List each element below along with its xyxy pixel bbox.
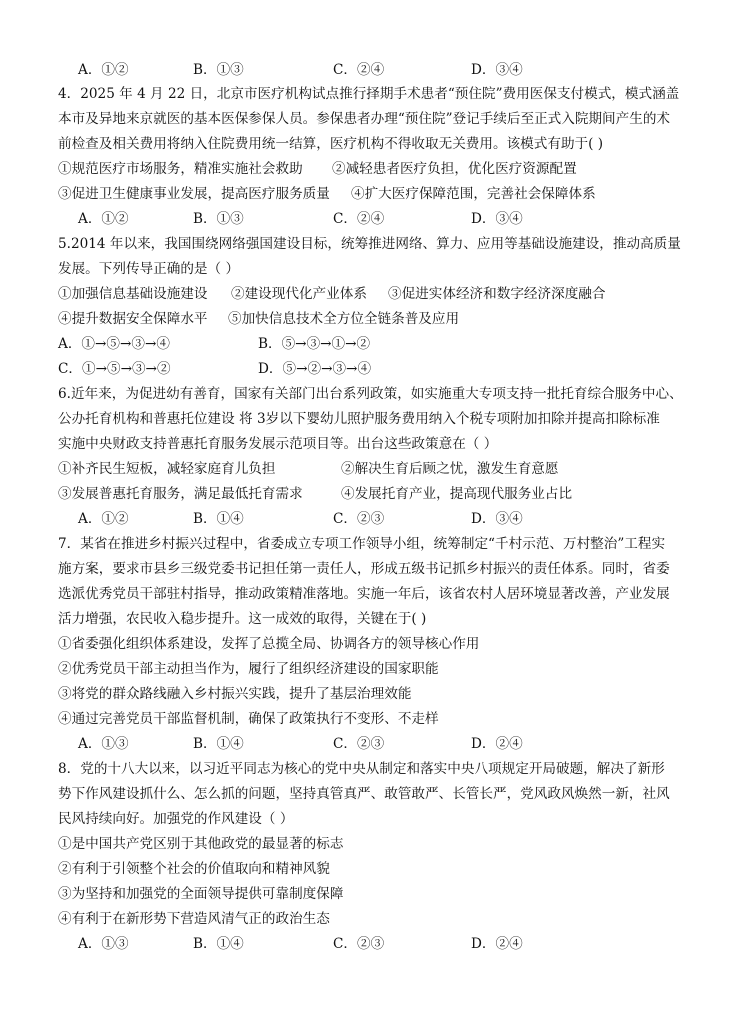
q5-statement-row (58, 284, 688, 304)
option-b[interactable]: B．①④ (193, 511, 244, 527)
statement-3: ③为坚持和加强党的全面领导提供可靠制度保障 (58, 886, 344, 902)
statement-4: ④有利于在新形势下营造风清气正的政治生态 (58, 911, 330, 927)
q8-stem-line: 民风持续向好。加强党的作风建设（ ） (58, 811, 294, 827)
option-c[interactable]: C．②③ (333, 936, 385, 952)
q6-stem-line: 公办托育机构和普惠托位建设 将 3岁以下婴幼儿照护服务费用纳入个税专项附加扣除并提高扣除标准 (58, 411, 660, 427)
option-c[interactable]: C．②③ (333, 736, 385, 752)
q6-stem-line: 6.近年来，为促进幼有善育，国家有关部门出台系列政策，如实施重大专项支持一批托育综合服务中心、 (58, 386, 683, 402)
q8-options (0, 934, 737, 954)
statement-3: ③发展普惠托育服务，满足最低托育需求 (58, 486, 303, 502)
statement-5: ⑤加快信息技术全方位全链条普及应用 (228, 311, 460, 327)
option-b[interactable]: B．⑤→③→①→② (258, 336, 371, 352)
q7-stem-line: 选派优秀党员干部驻村指导，推动政策精准落地。实施一年后，该省农村人居环境显著改善，产业发展 (58, 586, 670, 602)
q4-statement-row (58, 184, 688, 204)
statement-4: ④通过完善党员干部监督机制，确保了政策执行不变形、不走样 (58, 711, 439, 727)
statement-1: ①是中国共产党区别于其他政党的最显著的标志 (58, 836, 344, 852)
option-d[interactable]: D．⑤→②→③→④ (258, 361, 372, 377)
option-d[interactable]: D．③④ (471, 211, 523, 227)
option-c[interactable]: C．①→⑤→③→② (58, 361, 171, 377)
q5-stem-line: 发展。下列传导正确的是（ ） (58, 261, 240, 277)
q5-options-row-2 (0, 359, 737, 379)
option-a[interactable]: A．①→⑤→③→④ (58, 336, 170, 352)
option-a[interactable]: A．①② (78, 62, 129, 78)
q4-stem-line: 前检查及相关费用将纳入住院费用统一结算，医疗机构不得收取无关费用。该模式有助于( ) (58, 136, 604, 152)
q7-stem-line: 施方案，要求市县乡三级党委书记担任第一责任人，形成五级书记抓乡村振兴的责任体系。同时，省委 (58, 561, 670, 577)
q6-options (0, 509, 737, 529)
q4-options (0, 209, 737, 229)
statement-1: ①补齐民生短板，减轻家庭育儿负担 (58, 461, 276, 477)
option-c[interactable]: C．②④ (333, 62, 385, 78)
statement-4: ④提升数据安全保障水平 (58, 311, 208, 327)
q8-stem-line: 8．党的十八大以来，以习近平同志为核心的党中央从制定和落实中央八项规定开局破题，解决了新形 (58, 761, 665, 777)
q5-statement-row (58, 309, 688, 329)
option-a[interactable]: A．①③ (78, 936, 129, 952)
q6-statement-row (58, 484, 688, 504)
option-d[interactable]: D．②④ (471, 736, 523, 752)
option-b[interactable]: B．①③ (193, 62, 244, 78)
statement-3: ③促进实体经济和数字经济深度融合 (388, 286, 606, 302)
option-c[interactable]: C．②③ (333, 511, 385, 527)
q7-stem-line: 活力增强，农民收入稳步提升。这一成效的取得，关键在于( ) (58, 611, 427, 627)
statement-4: ④扩大医疗保障范围，完善社会保障体系 (351, 186, 596, 202)
statement-2: ②建设现代化产业体系 (231, 286, 367, 302)
option-a[interactable]: A．①② (78, 211, 129, 227)
statement-1: ①加强信息基础设施建设 (58, 286, 208, 302)
statement-2: ②减轻患者医疗负担，优化医疗资源配置 (332, 161, 577, 177)
q6-stem-line: 实施中央财政支持普惠托育服务发展示范项目等。出台这些政策意在（ ） (58, 436, 498, 452)
option-d[interactable]: D．③④ (471, 62, 523, 78)
q4-stem-line: 4．2025 年 4 月 22 日，北京市医疗机构试点推行择期手术患者“预住院”费用医保支付模式，模式涵盖 (58, 86, 680, 102)
option-d[interactable]: D．③④ (471, 511, 523, 527)
q8-stem-line: 势下作风建设抓什么、怎么抓的问题，坚持真管真严、敢管敢严、长管长严，党风政风焕然一新，社风 (58, 786, 670, 802)
option-a[interactable]: A．①② (78, 511, 129, 527)
option-b[interactable]: B．①④ (193, 736, 244, 752)
q5-stem-line: 5.2014 年以来，我国围绕网络强国建设目标，统筹推进网络、算力、应用等基础设施建设，推动高质量 (58, 236, 681, 252)
statement-3: ③将党的群众路线融入乡村振兴实践，提升了基层治理效能 (58, 686, 412, 702)
option-c[interactable]: C．②④ (333, 211, 385, 227)
statement-4: ④发展托育产业，提高现代服务业占比 (341, 486, 573, 502)
q4-statement-row (58, 159, 688, 179)
option-b[interactable]: B．①④ (193, 936, 244, 952)
statement-3: ③促进卫生健康事业发展，提高医疗服务质量 (58, 186, 330, 202)
q5-options-row-1 (0, 334, 737, 354)
option-b[interactable]: B．①③ (193, 211, 244, 227)
statement-2: ②优秀党员干部主动担当作为，履行了组织经济建设的国家职能 (58, 661, 439, 677)
q7-stem-line: 7．某省在推进乡村振兴过程中，省委成立专项工作领导小组，统筹制定“千村示范、万村整治”工程实 (58, 536, 666, 552)
statement-2: ②有利于引领整个社会的价值取向和精神风貌 (58, 861, 330, 877)
q7-options (0, 734, 737, 754)
option-d[interactable]: D．②④ (471, 936, 523, 952)
q4-stem-line: 本市及异地来京就医的基本医保参保人员。参保患者办理“预住院”登记手续后至正式入院期间产生的术 (58, 111, 671, 127)
option-a[interactable]: A．①③ (78, 736, 129, 752)
q6-statement-row (58, 459, 688, 479)
statement-1: ①规范医疗市场服务，精准实施社会救助 (58, 161, 303, 177)
statement-1: ①省委强化组织体系建设，发挥了总揽全局、协调各方的领导核心作用 (58, 636, 480, 652)
q3-options (0, 60, 737, 80)
statement-2: ②解决生育后顾之忧，激发生育意愿 (341, 461, 559, 477)
